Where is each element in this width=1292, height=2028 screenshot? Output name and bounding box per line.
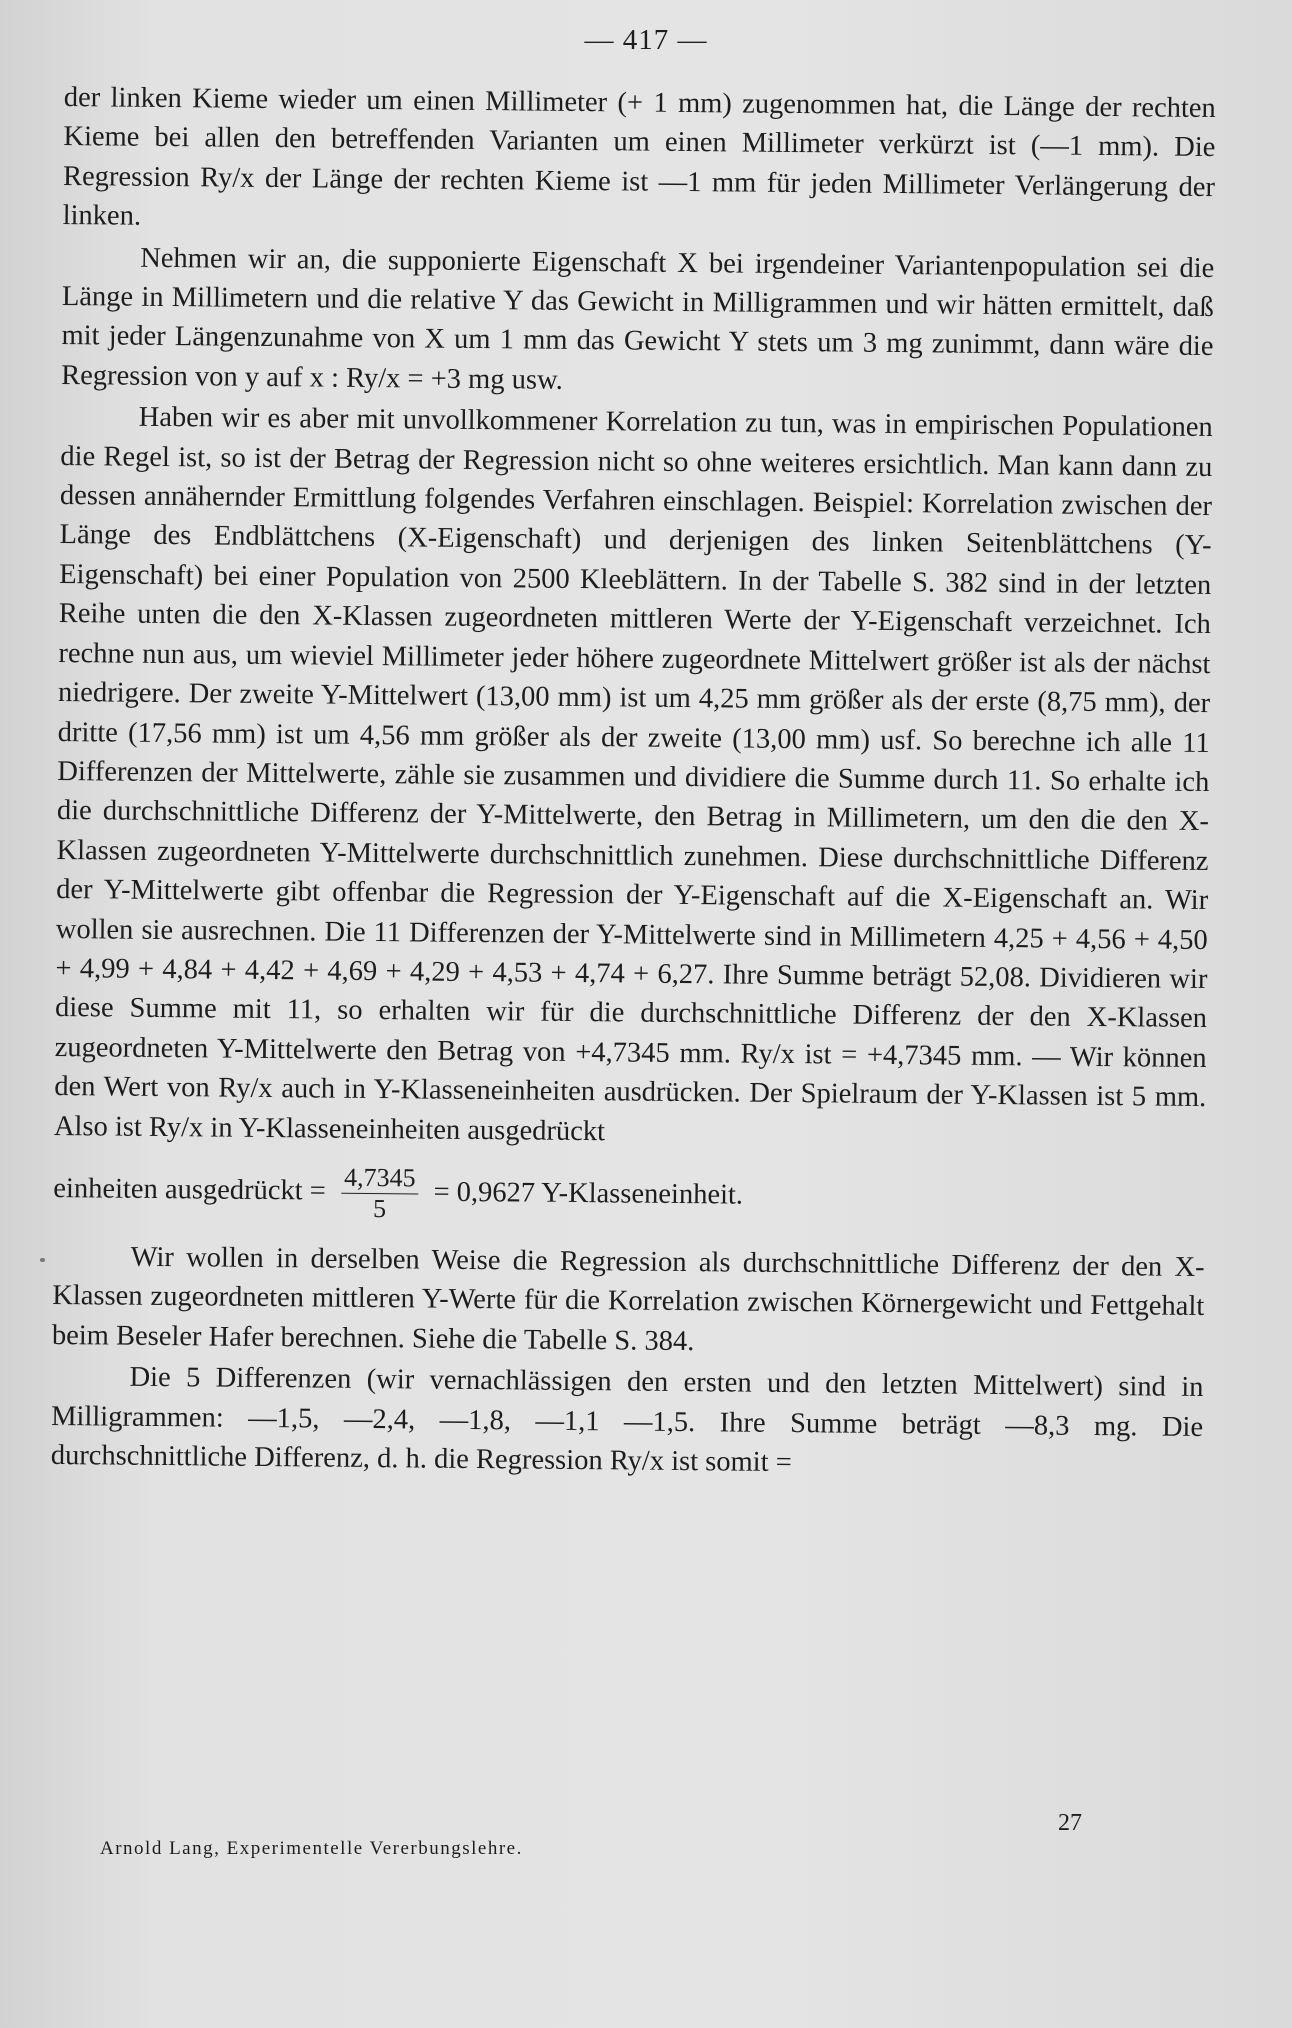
paragraph-4: Wir wollen in derselben Weise die Regression als durchschnittliche Differenz der den X-Klassen zugeordneten mittleren Y-Werte für die Korrelation zwischen Körnergewicht und Fettgehalt beim Beseler Hafer berechnen. Siehe die Tabelle S. 384. xyxy=(51,1241,1205,1357)
formula-line xyxy=(53,1160,1206,1232)
page-number: — 417 — xyxy=(584,24,708,56)
formula-result: = 0,9627 Y-Klasseneinheit. xyxy=(433,1176,744,1211)
paragraph-5: Die 5 Differenzen (wir vernachlässigen den ersten und den letzten Mittelwert) sind in Milligrammen: —1,5, —2,4, —1,8, —1,1 —1,5. Ihre Summe beträgt —8,3 mg. Die durchschnittliche Differenz, d. h. die Regression Ry/x ist somit = xyxy=(50,1361,1204,1479)
footer-author-title: Arnold Lang, Experimentelle Vererbungslehre. xyxy=(100,1838,523,1859)
page-body xyxy=(51,78,1216,1488)
ink-speck xyxy=(40,1258,45,1262)
paragraph-3: Haben wir es aber mit unvollkommener Korrelation zu tun, was in empirischen Populationen die Regel ist, so ist der Betrag der Regression nicht so ohne weiteres ersichtlich. Man kann dann zu dessen annähernder Ermittlung folgendes Verfahren einschlagen. Beispiel: Korrelation zwischen der Länge des Endblättchens (X-Eigenschaft) und derjenigen des linken Seitenblättchens (Y-Eigenschaft) bei einer Population von 2500 Kleeblättern. In der Tabelle S. 382 sind in der letzten Reihe unten die den X-Klassen zugeordneten mittleren Werte der Y-Eigenschaft verzeichnet. Ich rechne nun aus, um wieviel Millimeter jeder höhere zugeordnete Mittelwert größer ist als der nächst niedrigere. Der zweite Y-Mittelwert (13,00 mm) ist um 4,25 mm größer als der erste (8,75 mm), der dritte (17,56 mm) ist um 4,56 mm größer als der zweite (13,00 mm) usf. So berechne ich alle 11 Differenzen der Mittelwerte, zähle sie zusammen und dividiere die Summe durch 11. So erhalte ich die durchschnittliche Differenz der Y-Mittelwerte, den Betrag in Millimetern, um den die den X-Klassen zugeordneten Y-Mittelwerte durchschnittlich zunehmen. Diese durchschnittliche Differenz der Y-Mittelwerte gibt offenbar die Regression der Y-Eigenschaft auf die X-Eigenschaft an. Wir wollen sie ausrechnen. Die 11 Differenzen der Y-Mittelwerte sind in Millimetern 4,25 + 4,56 + 4,50 + 4,99 + 4,84 + 4,42 + 4,69 + 4,29 + 4,53 + 4,74 + 6,27. Ihre Summe beträgt 52,08. Dividieren wir diese Summe mit 11, so erhalten wir für die durchschnittliche Differenz der den X-Klassen zugeordneten Y-Mittelwerte den Betrag von +4,7345 mm. Ry/x ist = +4,7345 mm. — Wir können den Wert von Ry/x auch in Y-Klasseneinheiten ausdrücken. Der Spielraum der Y-Klassen ist 5 mm. Also ist Ry/x in Y-Klasseneinheiten ausgedrückt xyxy=(53,401,1213,1147)
fraction-denominator: 5 xyxy=(372,1193,387,1224)
fraction xyxy=(341,1163,419,1225)
paragraph-1: der linken Kieme wieder um einen Millimeter (+ 1 mm) zugenommen hat, die Länge der rechten Kieme bei allen den betreffenden Varianten um einen Millimeter verkürzt ist (—1 mm). Die Regression Ry/x der Länge der rechten Kieme ist —1 mm für jeden Millimeter Verlängerung der linken. xyxy=(62,81,1216,232)
signature-mark: 27 xyxy=(1058,1810,1082,1836)
formula-prefix: einheiten ausgedrückt = xyxy=(53,1172,326,1207)
paragraph-2: Nehmen wir an, die supponierte Eigenschaft X bei irgendeiner Variantenpopulation sei die Länge in Millimetern und die relative Y das Gewicht in Milligrammen und wir hätten ermittelt, daß mit jeder Längenzunahme von X um 1 mm das Gewicht Y stets um 3 mg zunimmt, dann wäre die Regression von y auf x : Ry/x = +3 mg usw. xyxy=(60,242,1215,396)
fraction-numerator: 4,7345 xyxy=(341,1163,419,1195)
